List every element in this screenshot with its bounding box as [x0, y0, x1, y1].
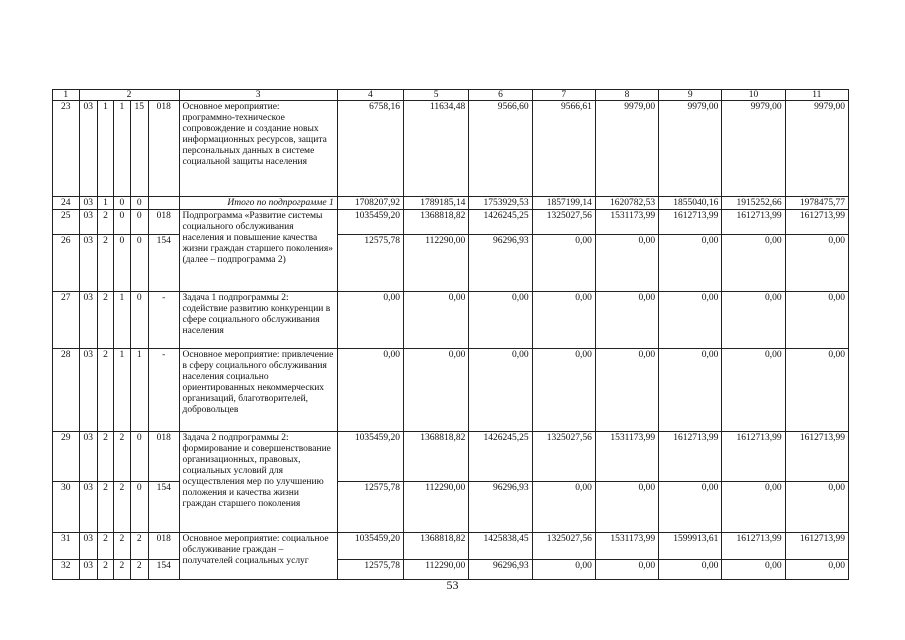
amount-cell: 1915252,66 — [722, 197, 785, 210]
amount-cell: 0,00 — [337, 349, 403, 432]
description-cell: Основное мероприятие: программно-техническое сопровождение и создание новых информационных ресурсов, защита персональных данных в системе социальной защиты населения — [179, 101, 337, 197]
amount-cell: 1035459,20 — [337, 432, 403, 482]
amount-cell: 9979,00 — [785, 101, 848, 197]
amount-cell: 1612713,99 — [785, 533, 848, 560]
amount-cell: 1978475,77 — [785, 197, 848, 210]
amount-cell: 9979,00 — [722, 101, 785, 197]
code-gp-cell: 03 — [79, 482, 97, 533]
amount-cell: 1035459,20 — [337, 210, 403, 235]
table-row — [53, 292, 849, 349]
code-om-cell: 0 — [130, 235, 148, 292]
table-row — [53, 235, 849, 292]
header-cell: 6 — [469, 90, 532, 101]
header-cell: 4 — [337, 90, 403, 101]
code-gp-cell: 03 — [79, 101, 97, 197]
code-oc-cell: 2 — [114, 432, 130, 482]
amount-cell: 9566,60 — [469, 101, 532, 197]
amount-cell: 0,00 — [469, 292, 532, 349]
table-row — [53, 432, 849, 482]
amount-cell: 0,00 — [404, 349, 469, 432]
code-oc-cell: 2 — [114, 560, 130, 580]
code-pp-cell: 2 — [97, 432, 113, 482]
table-row — [53, 101, 849, 197]
amount-cell: 0,00 — [785, 482, 848, 533]
header-cell: 7 — [532, 90, 595, 101]
code-om-cell: 15 — [130, 101, 148, 197]
amount-cell: 1426245,25 — [469, 432, 532, 482]
code-oc-cell: 2 — [114, 533, 130, 560]
amount-cell: 9979,00 — [595, 101, 658, 197]
amount-cell: 1531173,99 — [595, 210, 658, 235]
amount-cell: 0,00 — [532, 482, 595, 533]
code-pp-cell: 2 — [97, 482, 113, 533]
amount-cell: 1612713,99 — [722, 210, 785, 235]
code-grbs-cell: 018 — [148, 210, 179, 235]
amount-cell: 6758,16 — [337, 101, 403, 197]
amount-cell: 0,00 — [659, 349, 722, 432]
amount-cell: 1531173,99 — [595, 533, 658, 560]
code-pp-cell: 2 — [97, 292, 113, 349]
amount-cell: 0,00 — [785, 349, 848, 432]
code-oc-cell: 0 — [114, 197, 130, 210]
code-oc-cell: 2 — [114, 482, 130, 533]
code-om-cell: 1 — [130, 349, 148, 432]
description-cell: Основное мероприятие: социальное обслуживание граждан – получателей социальных услуг — [179, 533, 337, 580]
amount-cell: 1325027,56 — [532, 533, 595, 560]
amount-cell: 0,00 — [532, 292, 595, 349]
code-gp-cell: 03 — [79, 292, 97, 349]
page-number: 53 — [446, 578, 459, 592]
amount-cell: 1612713,99 — [659, 432, 722, 482]
amount-cell: 0,00 — [722, 349, 785, 432]
amount-cell: 0,00 — [532, 560, 595, 580]
amount-cell: 9979,00 — [659, 101, 722, 197]
description-cell: Основное мероприятие: привлечение в сферу социального обслуживания населения социально ориентированных некоммерческих организаций, благотворителей, добровольцев — [179, 349, 337, 432]
header-cell: 3 — [179, 90, 337, 101]
amount-cell: 1035459,20 — [337, 533, 403, 560]
amount-cell: 0,00 — [785, 292, 848, 349]
amount-cell: 0,00 — [659, 235, 722, 292]
budget-table-sheet — [52, 89, 849, 580]
code-oc-cell: 1 — [114, 349, 130, 432]
amount-cell: 112290,00 — [404, 560, 469, 580]
code-gp-cell: 03 — [79, 210, 97, 235]
table-row — [53, 197, 849, 210]
code-om-cell: 2 — [130, 560, 148, 580]
subtotal-label-cell: Итого по подпрограмме 1 — [179, 197, 337, 210]
row-number-cell: 25 — [53, 210, 80, 235]
code-oc-cell: 1 — [114, 292, 130, 349]
code-grbs-cell: 154 — [148, 560, 179, 580]
table-row — [53, 349, 849, 432]
code-grbs-cell: 154 — [148, 235, 179, 292]
header-cell: 8 — [595, 90, 658, 101]
amount-cell: 1753929,53 — [469, 197, 532, 210]
table-row — [53, 482, 849, 533]
code-pp-cell: 2 — [97, 533, 113, 560]
amount-cell: 1368818,82 — [404, 210, 469, 235]
amount-cell: 11634,48 — [404, 101, 469, 197]
amount-cell: 1708207,92 — [337, 197, 403, 210]
amount-cell: 1612713,99 — [722, 432, 785, 482]
amount-cell: 12575,78 — [337, 560, 403, 580]
header-cell: 5 — [404, 90, 469, 101]
table-row — [53, 210, 849, 235]
code-pp-cell: 2 — [97, 560, 113, 580]
code-grbs-cell: 018 — [148, 533, 179, 560]
code-gp-cell: 03 — [79, 197, 97, 210]
code-pp-cell: 2 — [97, 235, 113, 292]
amount-cell: 112290,00 — [404, 235, 469, 292]
amount-cell: 1789185,14 — [404, 197, 469, 210]
amount-cell: 0,00 — [337, 292, 403, 349]
row-number-cell: 31 — [53, 533, 80, 560]
amount-cell: 0,00 — [659, 292, 722, 349]
amount-cell: 1612713,99 — [722, 533, 785, 560]
code-oc-cell: 0 — [114, 235, 130, 292]
amount-cell: 1612713,99 — [785, 432, 848, 482]
code-om-cell: 0 — [130, 292, 148, 349]
row-number-cell: 27 — [53, 292, 80, 349]
code-om-cell: 2 — [130, 533, 148, 560]
row-number-cell: 32 — [53, 560, 80, 580]
amount-cell: 96296,93 — [469, 482, 532, 533]
amount-cell: 1368818,82 — [404, 533, 469, 560]
amount-cell: 112290,00 — [404, 482, 469, 533]
code-gp-cell: 03 — [79, 533, 97, 560]
row-number-cell: 23 — [53, 101, 80, 197]
code-grbs-cell: 018 — [148, 101, 179, 197]
amount-cell: 0,00 — [404, 292, 469, 349]
amount-cell: 0,00 — [595, 235, 658, 292]
code-grbs-cell: 154 — [148, 482, 179, 533]
amount-cell: 1426245,25 — [469, 210, 532, 235]
code-gp-cell: 03 — [79, 560, 97, 580]
header-cell: 10 — [722, 90, 785, 101]
amount-cell: 96296,93 — [469, 560, 532, 580]
amount-cell: 0,00 — [595, 560, 658, 580]
amount-cell: 0,00 — [595, 292, 658, 349]
amount-cell: 0,00 — [469, 349, 532, 432]
amount-cell: 0,00 — [659, 482, 722, 533]
code-grbs-cell: 018 — [148, 432, 179, 482]
amount-cell: 0,00 — [722, 560, 785, 580]
amount-cell: 0,00 — [659, 560, 722, 580]
amount-cell: 0,00 — [785, 560, 848, 580]
code-gp-cell: 03 — [79, 349, 97, 432]
row-number-cell: 30 — [53, 482, 80, 533]
amount-cell: 96296,93 — [469, 235, 532, 292]
amount-cell: 0,00 — [532, 349, 595, 432]
code-grbs-cell: - — [148, 292, 179, 349]
amount-cell: 1857199,14 — [532, 197, 595, 210]
description-cell: Подпрограмма «Развитие системы социального обслуживания населения и повышение качества жизни граждан старшего поколения» (далее – подпрограмма 2) — [179, 210, 337, 292]
amount-cell: 1855040,16 — [659, 197, 722, 210]
amount-cell: 1368818,82 — [404, 432, 469, 482]
amount-cell: 0,00 — [595, 482, 658, 533]
header-cell: 1 — [53, 90, 80, 101]
amount-cell: 12575,78 — [337, 482, 403, 533]
header-cell: 9 — [659, 90, 722, 101]
amount-cell: 12575,78 — [337, 235, 403, 292]
code-pp-cell: 1 — [97, 101, 113, 197]
amount-cell: 1531173,99 — [595, 432, 658, 482]
code-om-cell: 0 — [130, 482, 148, 533]
code-om-cell: 0 — [130, 432, 148, 482]
description-cell: Задача 1 подпрограммы 2: содействие развитию конкуренции в сфере социального обслуживания населения — [179, 292, 337, 349]
code-pp-cell: 1 — [97, 197, 113, 210]
budget-table — [52, 89, 849, 580]
table-row — [53, 560, 849, 580]
code-oc-cell: 1 — [114, 101, 130, 197]
amount-cell: 1325027,56 — [532, 432, 595, 482]
row-number-cell: 26 — [53, 235, 80, 292]
amount-cell: 1599913,61 — [659, 533, 722, 560]
amount-cell: 1325027,56 — [532, 210, 595, 235]
amount-cell: 0,00 — [532, 235, 595, 292]
code-grbs-cell — [148, 197, 179, 210]
amount-cell: 1612713,99 — [659, 210, 722, 235]
amount-cell: 1612713,99 — [785, 210, 848, 235]
amount-cell: 0,00 — [785, 235, 848, 292]
code-om-cell: 0 — [130, 210, 148, 235]
amount-cell: 0,00 — [722, 235, 785, 292]
header-cell: 2 — [79, 90, 179, 101]
amount-cell: 1620782,53 — [595, 197, 658, 210]
code-gp-cell: 03 — [79, 235, 97, 292]
code-oc-cell: 0 — [114, 210, 130, 235]
description-cell: Задача 2 подпрограммы 2: формирование и совершенствование организационных, правовых, социальных условий для осуществления мер по улучшению положения и качества жизни граждан старшего поколения — [179, 432, 337, 533]
row-number-cell: 29 — [53, 432, 80, 482]
amount-cell: 0,00 — [722, 292, 785, 349]
table-row — [53, 533, 849, 560]
code-grbs-cell: - — [148, 349, 179, 432]
header-row — [53, 90, 849, 101]
code-gp-cell: 03 — [79, 432, 97, 482]
code-om-cell: 0 — [130, 197, 148, 210]
code-pp-cell: 2 — [97, 349, 113, 432]
header-cell: 11 — [785, 90, 848, 101]
amount-cell: 0,00 — [595, 349, 658, 432]
row-number-cell: 28 — [53, 349, 80, 432]
amount-cell: 9566,61 — [532, 101, 595, 197]
code-pp-cell: 2 — [97, 210, 113, 235]
amount-cell: 0,00 — [722, 482, 785, 533]
row-number-cell: 24 — [53, 197, 80, 210]
amount-cell: 1425838,45 — [469, 533, 532, 560]
